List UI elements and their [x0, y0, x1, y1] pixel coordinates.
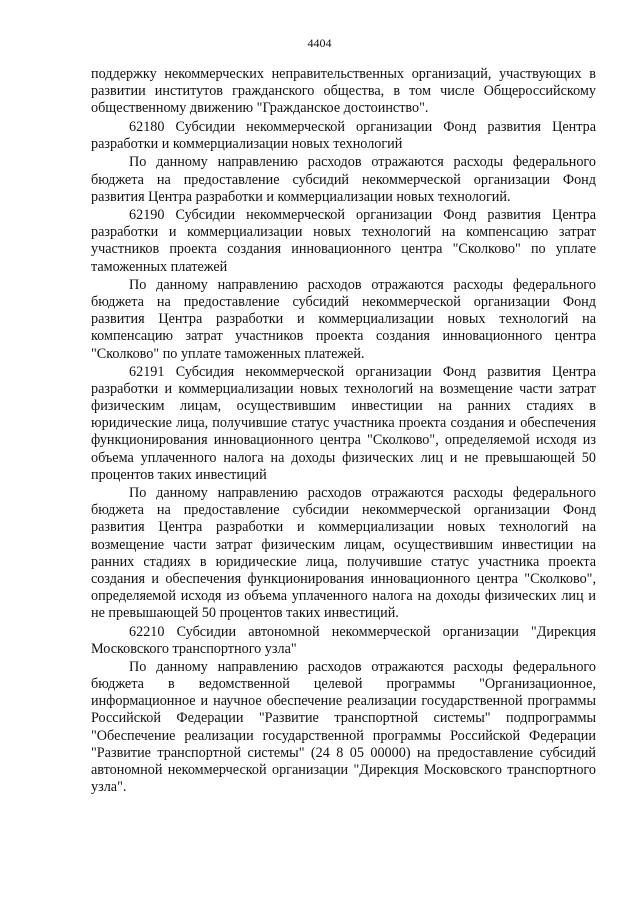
paragraph-62180-description: По данному направлению расходов отражаются расходы федерального бюджета на предоставление субсидий некоммерческой организации Фонд развития Центра разработки и коммерциализации новых технологий.	[91, 154, 596, 205]
section-heading-62190: 62190 Субсидии некоммерческой организации Фонд развития Центра разработки и коммерциализации новых технологий на компенсацию затрат участников проекта создания инновационного центра "Сколково" по уплате таможенных платежей	[91, 207, 596, 275]
page-number: 4404	[307, 36, 332, 50]
paragraph-continuation: поддержку некоммерческих неправительственных организаций, участвующих в развитии институтов гражданского общества, в том числе Общероссийскому общественному движению "Гражданское достоинство".	[91, 66, 596, 117]
document-body	[91, 66, 596, 797]
paragraph-62190-description: По данному направлению расходов отражаются расходы федерального бюджета на предоставление субсидий некоммерческой организации Фонд развития Центра разработки и коммерциализации новых технологий на компенсацию затрат участников проекта создания инновационного центра "Сколково" по уплате таможенных платежей.	[91, 277, 596, 362]
section-heading-62191: 62191 Субсидия некоммерческой организации Фонд развития Центра разработки и коммерциализации новых технологий на возмещение части затрат физическим лицам, осуществившим инвестиции на ранних стадиях в юридические лица, получившие статус участника проекта создания и обеспечения функционирования инновационного центра "Сколково", определяемой исходя из объема уплаченного налога на доходы физических лиц и не превышающей 50 процентов таких инвестиций	[91, 364, 596, 483]
section-heading-62180: 62180 Субсидии некоммерческой организации Фонд развития Центра разработки и коммерциализации новых технологий	[91, 118, 596, 152]
paragraph-62210-description: По данному направлению расходов отражаются расходы федерального бюджета в ведомственной целевой программы "Организационное, информационное и научное обеспечение реализации государственной программы Российской Федерации "Развитие транспортной системы" подпрограммы "Обеспечение реализации государственной программы Российской Федерации "Развитие транспортной системы" (24 8 05 00000) на предоставление субсидий автономной некоммерческой организации "Дирекция Московского транспортного узла".	[91, 659, 596, 795]
paragraph-62191-description: По данному направлению расходов отражаются расходы федерального бюджета на предоставление субсидии некоммерческой организации Фонд развития Центра разработки и коммерциализации новых технологий на возмещение части затрат физическим лицам, осуществившим инвестиции на ранних стадиях в юридические лица, получившие статус участника проекта создания и обеспечения функционирования инновационного центра "Сколково", определяемой исходя из объема уплаченного налога на доходы физических лиц и не превышающей 50 процентов таких инвестиций.	[91, 485, 596, 621]
section-heading-62210: 62210 Субсидии автономной некоммерческой организации "Дирекция Московского транспортного узла"	[91, 623, 596, 657]
